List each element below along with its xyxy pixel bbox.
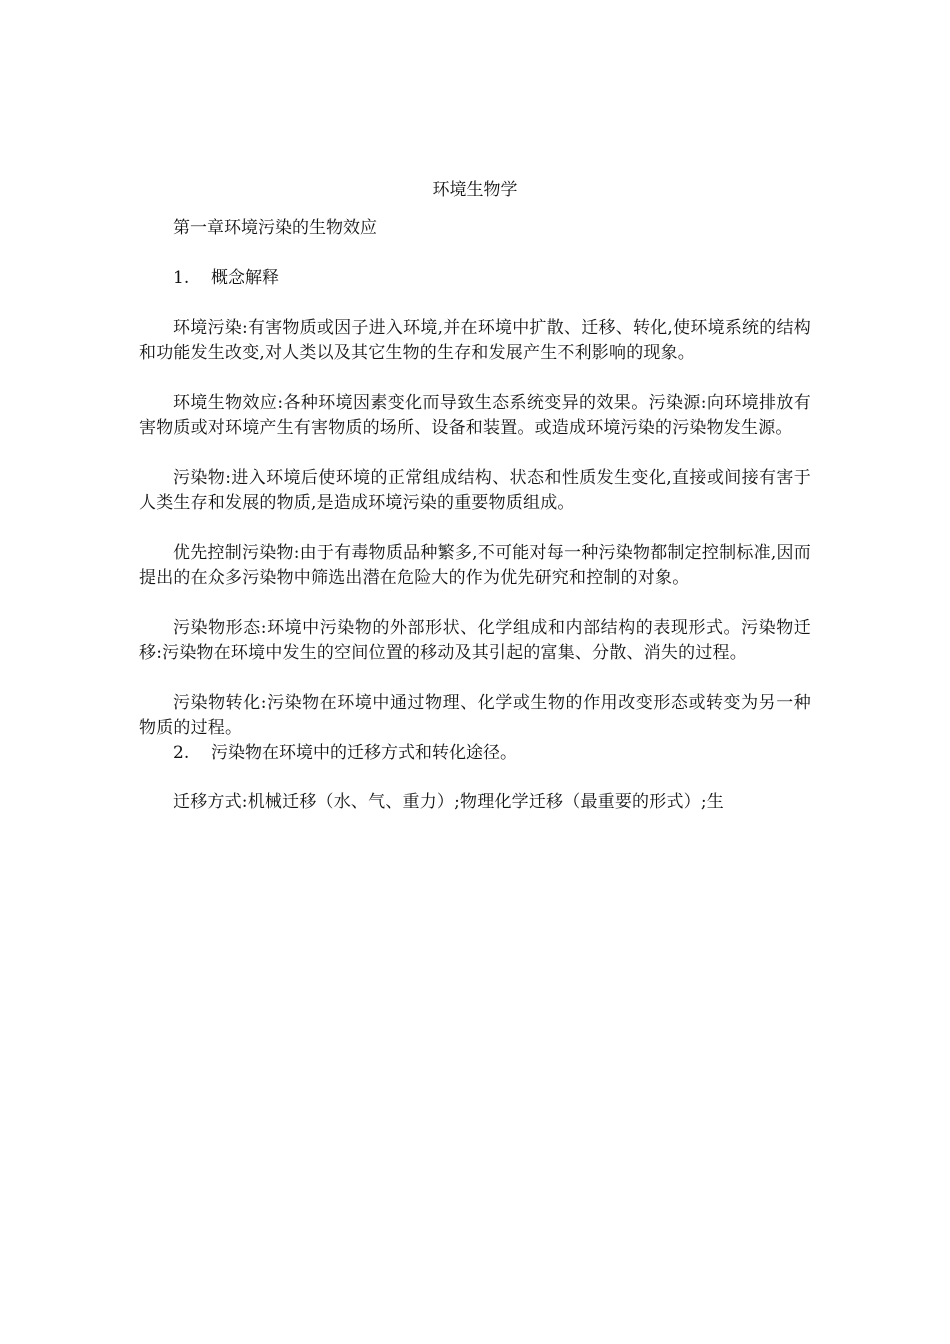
document-body <box>139 178 811 815</box>
chapter-heading: 第一章环境污染的生物效应 <box>173 218 377 238</box>
paragraph-environmental-pollution: 环境污染:有害物质或因子进入环境,并在环境中扩散、迁移、转化,使环境系统的结构和功能发生改变,对人类以及其它生物的生存和发展产生不利影响的现象。 <box>139 318 811 363</box>
section-2-heading <box>139 741 811 765</box>
paragraph-migration-methods: 迁移方式:机械迁移（水、气、重力）;物理化学迁移（最重要的形式）;生 <box>173 792 724 812</box>
paragraph-pollutant-form: 污染物形态:环境中污染物的外部形状、化学组成和内部结构的表现形式。污染物迁移:污染物在环境中发生的空间位置的移动及其引起的富集、分散、消失的过程。 <box>139 618 811 663</box>
section-1-heading <box>139 266 811 290</box>
section-1-title: 概念解释 <box>211 268 279 288</box>
paragraph-pollutant-transformation: 污染物转化:污染物在环境中通过物理、化学或生物的作用改变形态或转变为另一种物质的过程。 <box>139 693 811 738</box>
section-2-number: 2. <box>173 743 190 763</box>
paragraph-priority-pollutant: 优先控制污染物:由于有毒物质品种繁多,不可能对每一种污染物都制定控制标准,因而提出的在众多污染物中筛选出潜在危险大的作为优先研究和控制的对象。 <box>139 543 811 588</box>
paragraph-biological-effect: 环境生物效应:各种环境因素变化而导致生态系统变异的效果。污染源:向环境排放有害物质或对环境产生有害物质的场所、设备和装置。或造成环境污染的污染物发生源。 <box>139 393 811 438</box>
document-title: 环境生物学 <box>432 180 518 200</box>
section-2-title: 污染物在环境中的迁移方式和转化途径。 <box>211 743 517 763</box>
paragraph-pollutant: 污染物:进入环境后使环境的正常组成结构、状态和性质发生变化,直接或间接有害于人类生存和发展的物质,是造成环境污染的重要物质组成。 <box>139 468 811 513</box>
section-1-number: 1. <box>173 268 190 288</box>
